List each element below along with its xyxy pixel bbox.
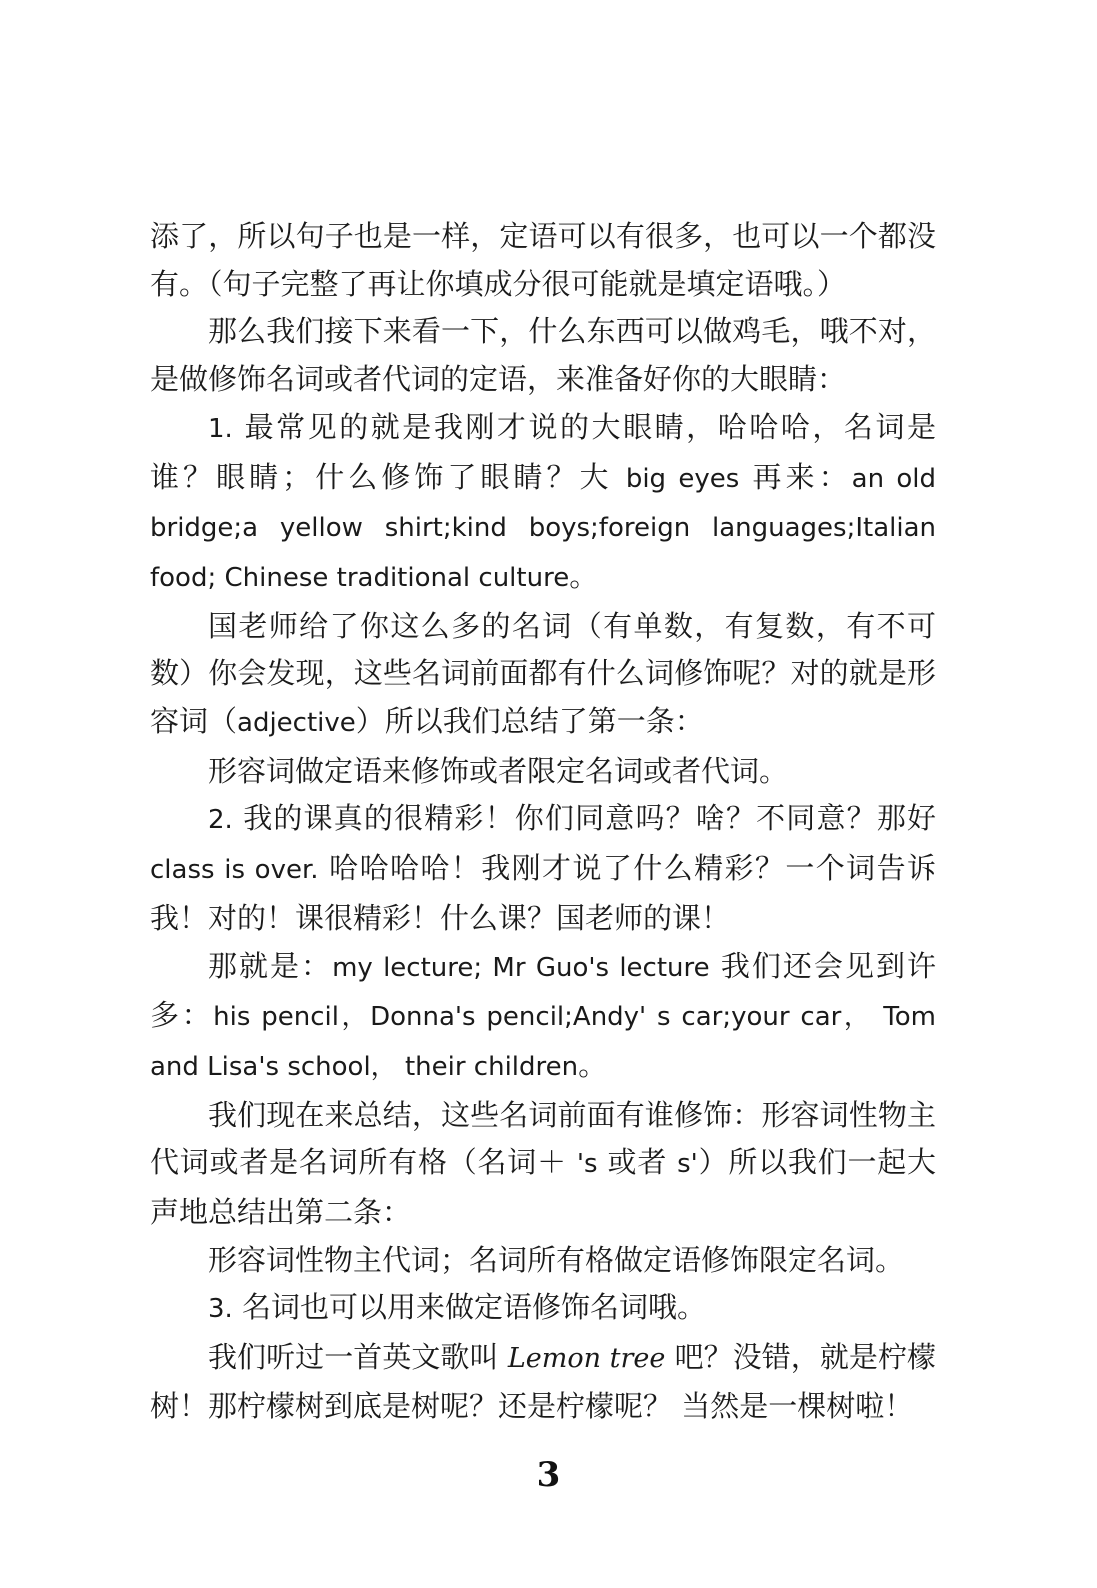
text-segment: ）所以我们一起大声地总结出第二条： <box>150 1145 936 1230</box>
paragraph-4 <box>150 603 936 748</box>
text-segment: 再来： <box>739 459 852 494</box>
list-number: 3. <box>208 1294 233 1325</box>
list-number: 1. <box>208 413 233 444</box>
text-segment: 。 <box>578 1047 608 1082</box>
paragraph-8 <box>150 1092 936 1237</box>
song-title: Lemon tree <box>507 1343 666 1375</box>
list-number: 2. <box>208 805 233 836</box>
text-segment: 国老师给了你这么多的名词（有单数，有复数，有不可数）你会发现，这些名词前面都有什么词修饰呢？对的就是形容词（ <box>150 608 936 739</box>
paragraph-2 <box>150 308 936 403</box>
rule-1 <box>150 748 936 796</box>
text-segment: 或者 <box>597 1145 678 1180</box>
english-phrase: 's <box>576 1149 598 1180</box>
text-segment: ）所以我们总结了第一条： <box>355 704 704 739</box>
english-phrase: adjective <box>237 708 356 739</box>
english-phrase: big eyes <box>625 463 740 494</box>
text-segment: 吧？没错，就是柠檬树！那柠檬树到底是树呢？还是柠檬呢？ 当然是一棵树啦！ <box>150 1340 937 1423</box>
english-phrase: his pencil，Donna's pencil;Andy' s car;your car， Tom and Lisa's school， their children <box>150 1002 936 1082</box>
text-segment: 添了，所以句子也是一样，定语可以有很多，也可以一个都没有。（句子完整了再让你填成分很可能就是填定语哦。） <box>150 219 936 301</box>
text-segment: 最常见的就是我刚才说的大眼睛，哈哈哈，名词是谁？眼睛；什么修饰了眼睛？大 <box>150 409 936 494</box>
paragraph-1 <box>150 213 936 308</box>
text-segment: 名词也可以用来做定语修饰名词哦。 <box>232 1290 707 1325</box>
text-segment: 我的课真的很精彩！你们同意吗？啥？不同意？那好 <box>232 801 936 836</box>
text-segment: 我们现在来总结，这些名词前面有谁修饰：形容词性物主代词或者是名词所有格（名词＋ <box>150 1097 936 1180</box>
paragraph-7 <box>150 943 936 1092</box>
text-segment: 我们听过一首英文歌叫 <box>208 1340 508 1375</box>
paragraph-6 <box>150 795 936 942</box>
text-segment: 形容词做定语来修饰或者限定名词或者代词。 <box>208 753 789 788</box>
english-phrase: class is over. <box>150 855 319 886</box>
text-segment: 那么我们接下来看一下，什么东西可以做鸡毛，哦不对，是做修饰名词或者代词的定语，来准备好你的大眼睛： <box>150 314 936 397</box>
english-phrase: an old bridge;a yellow shirt;kind boys;foreign languages;Italian food; Chinese traditional culture <box>150 463 937 593</box>
paragraph-11 <box>150 1334 936 1430</box>
english-phrase: s' <box>677 1149 698 1180</box>
text-segment: 。 <box>569 558 599 593</box>
text-segment: 那就是： <box>208 948 333 983</box>
english-phrase: my lecture; Mr Guo's lecture <box>332 952 710 983</box>
text-segment: 哈哈哈哈！我刚才说了什么精彩？一个词告诉我！对的！课很精彩！什么课？国老师的课！ <box>150 851 936 935</box>
paragraph-3 <box>150 404 936 603</box>
rule-2 <box>150 1237 936 1285</box>
paragraph-10 <box>150 1284 936 1334</box>
page-number: 3 <box>536 1455 561 1495</box>
text-segment: 形容词性物主代词；名词所有格做定语修饰限定名词。 <box>208 1242 905 1277</box>
text-segment: 我们还会见到许多： <box>150 948 936 1033</box>
body-text <box>150 213 936 1431</box>
